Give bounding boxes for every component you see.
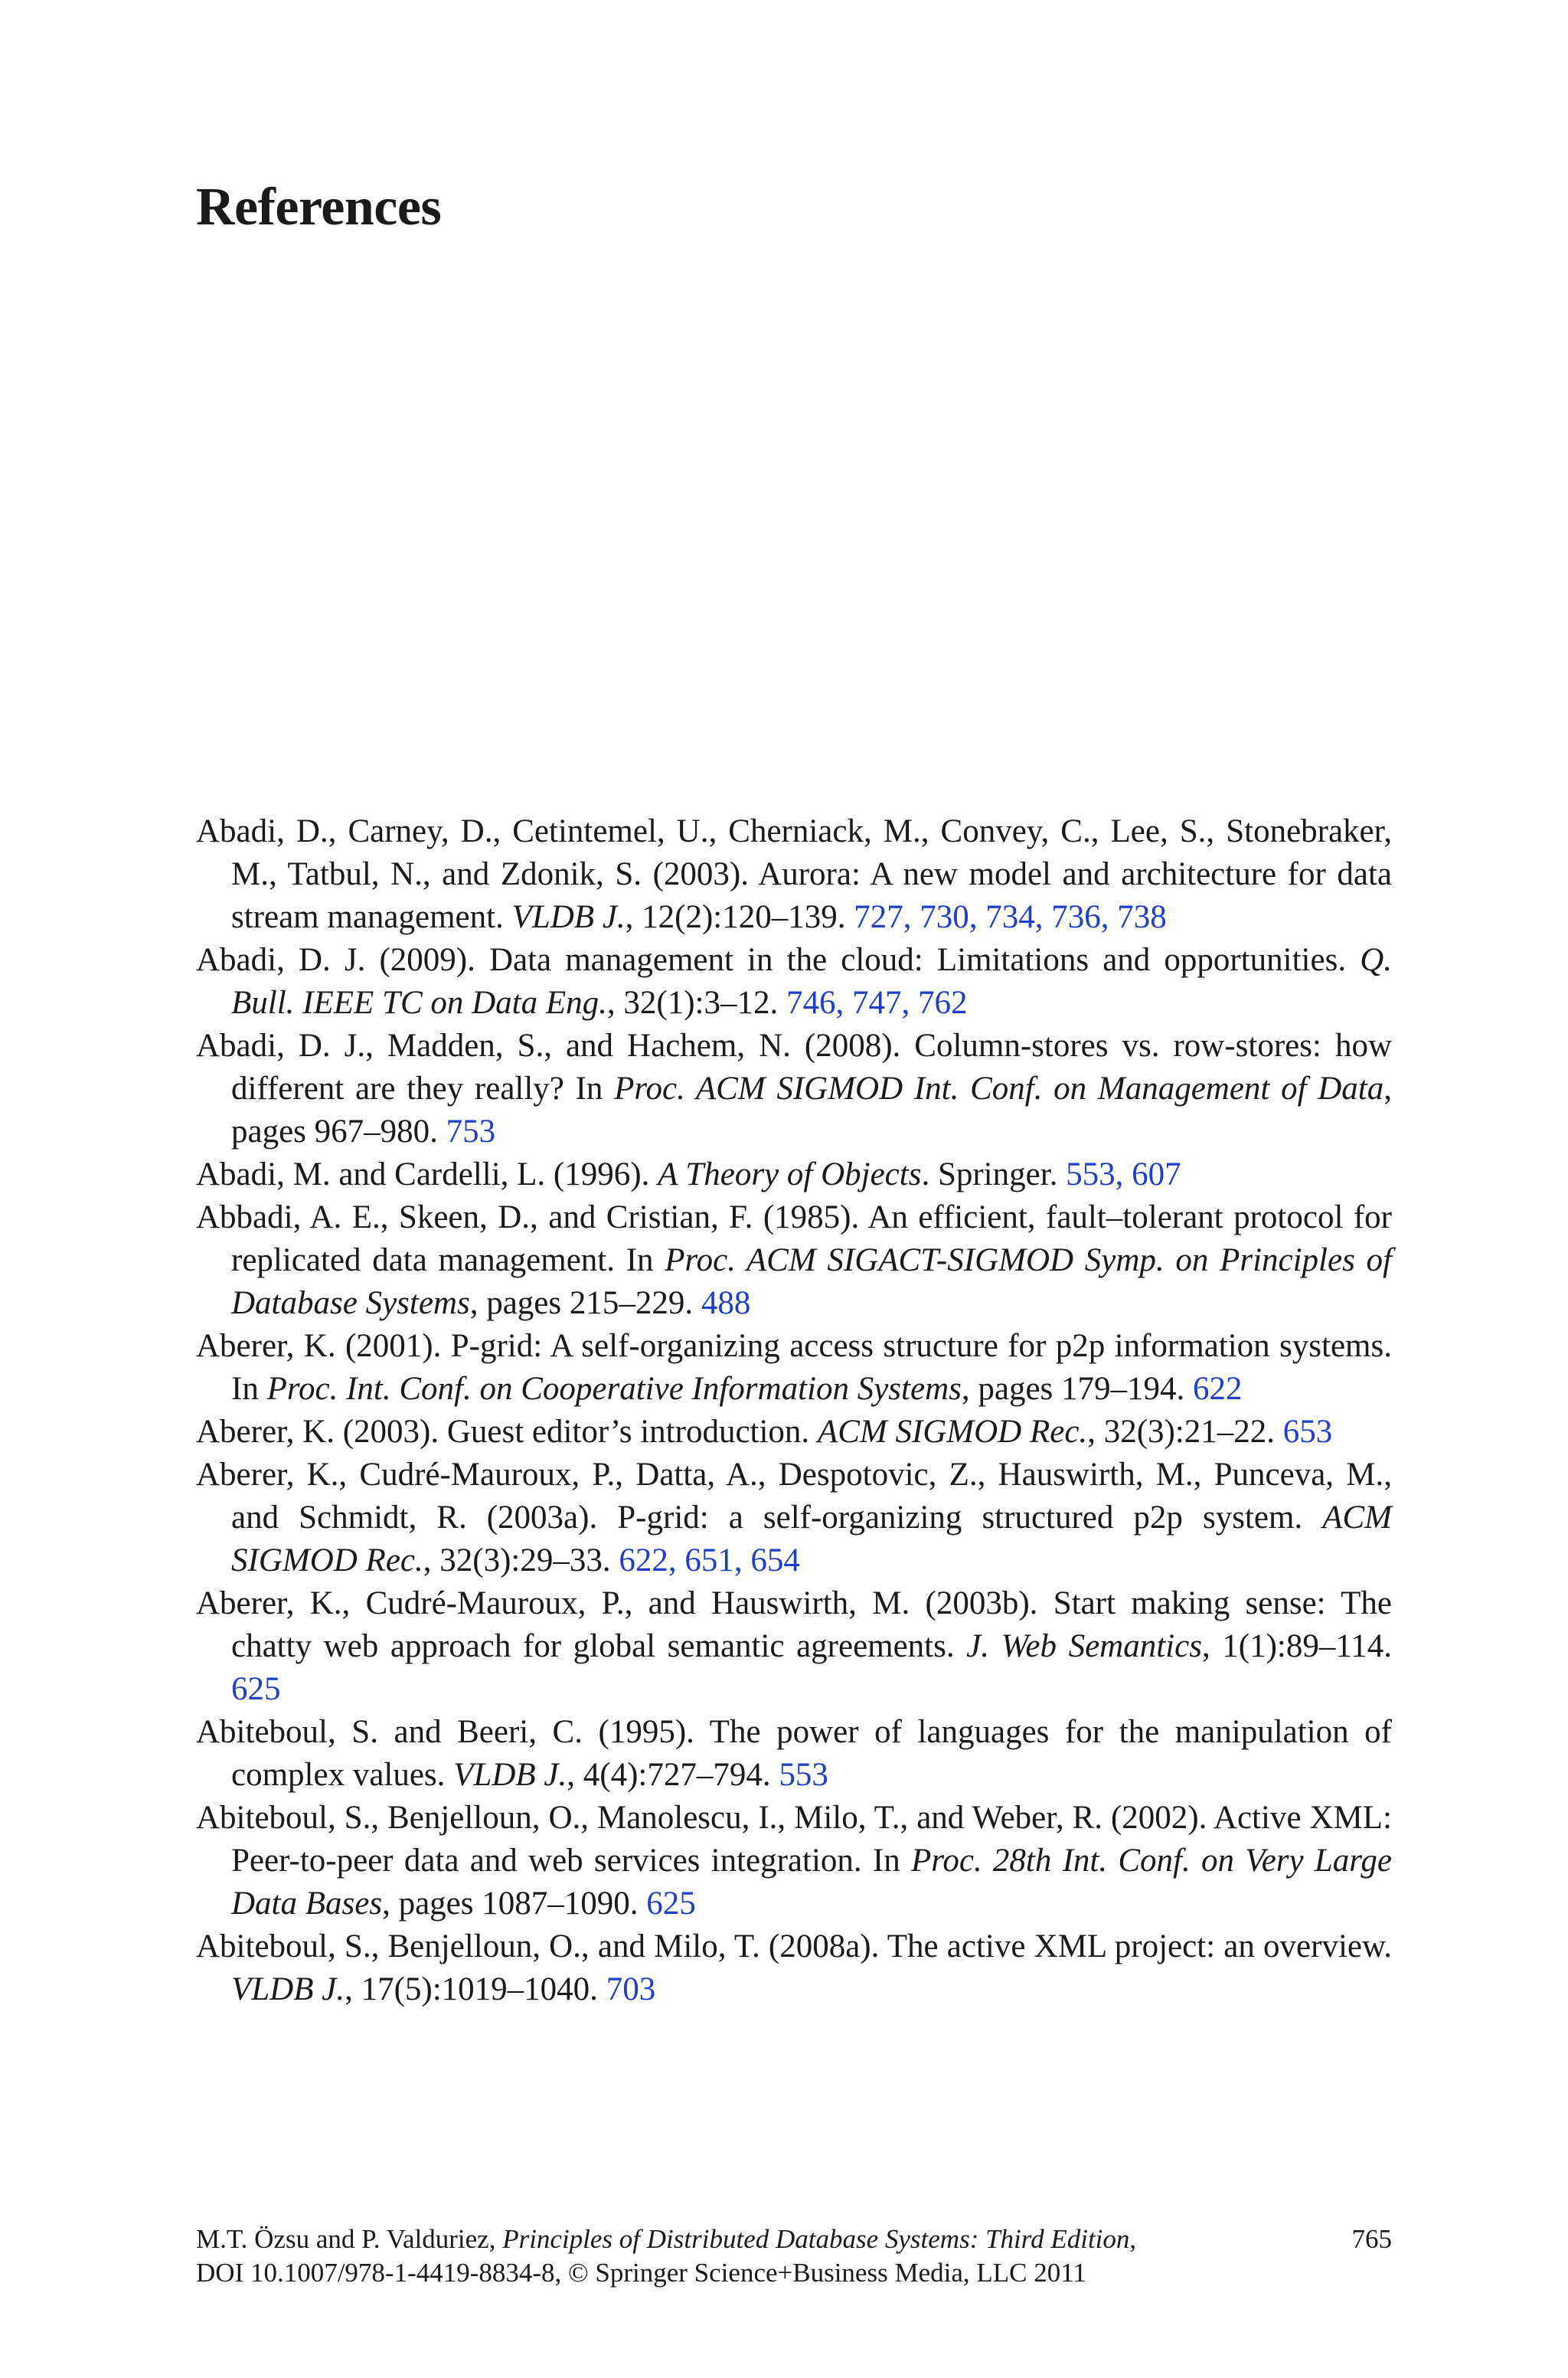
reference-entry	[196, 939, 1392, 1025]
reference-details: , pages 215–229.	[469, 1285, 701, 1321]
page-footer	[196, 2223, 1392, 2290]
reference-venue: Proc. 28th Int. Conf. on Very Large Data Bases	[231, 1843, 1392, 1922]
reference-text: Abadi, D. J. (2009). Data management in the cloud: Limitations and opportunities.	[196, 942, 1361, 978]
page-backlinks[interactable]: 622, 651, 654	[619, 1542, 800, 1578]
reference-text: Abiteboul, S. and Beeri, C. (1995). The power of languages for the manipulation of complex values.	[196, 1714, 1392, 1793]
reference-entry	[196, 1325, 1392, 1411]
page-backlinks[interactable]: 625	[231, 1671, 281, 1707]
reference-venue: Proc. ACM SIGACT-SIGMOD Symp. on Principles of Database Systems	[231, 1242, 1392, 1321]
page-backlinks[interactable]: 703	[606, 1971, 656, 2007]
reference-venue: ACM SIGMOD Rec.	[231, 1500, 1392, 1578]
reference-text: Abadi, D., Carney, D., Cetintemel, U., Cherniack, M., Convey, C., Lee, S., Stonebraker, M., Tatbul, N., and Zdonik, S. (2003). Aurora: A new model and architecture for data stream management.	[196, 813, 1392, 935]
reference-details: , 12(2):120–139.	[625, 899, 854, 935]
reference-text: Abiteboul, S., Benjelloun, O., and Milo, T. (2008a). The active XML project: an overview.	[196, 1928, 1392, 1964]
footer-doi-line: DOI 10.1007/978-1-4419-8834-8, © Springer Science+Business Media, LLC 2011	[196, 2258, 1086, 2288]
reference-entry	[196, 1582, 1392, 1711]
reference-venue: Proc. Int. Conf. on Cooperative Information Systems	[266, 1371, 962, 1407]
page-backlinks[interactable]: 625	[646, 1886, 696, 1922]
reference-entry	[196, 1411, 1392, 1454]
reference-entry	[196, 1153, 1392, 1196]
page-title: References	[196, 178, 442, 237]
page-backlinks[interactable]: 622	[1193, 1371, 1243, 1407]
reference-details: , 32(1):3–12.	[606, 985, 786, 1021]
reference-details: , 4(4):727–794.	[567, 1757, 779, 1793]
reference-text: Abbadi, A. E., Skeen, D., and Cristian, F. (1985). An efficient, fault–tolerant protocol for replicated data management. In	[196, 1199, 1392, 1278]
reference-entry	[196, 1196, 1392, 1325]
reference-details: , pages 967–980.	[231, 1071, 1393, 1150]
page-backlinks[interactable]: 653	[1282, 1414, 1333, 1450]
reference-details: . Springer.	[921, 1156, 1067, 1192]
reference-text: Aberer, K. (2003). Guest editor’s introduction.	[196, 1414, 818, 1450]
reference-entry	[196, 1025, 1392, 1153]
reference-details: , pages 179–194.	[961, 1371, 1194, 1407]
reference-venue: ACM SIGMOD Rec.	[817, 1414, 1088, 1450]
reference-entry	[196, 810, 1392, 939]
footer-title-comma: ,	[1129, 2224, 1137, 2254]
reference-venue: VLDB J.	[453, 1757, 567, 1793]
reference-entry	[196, 1711, 1392, 1797]
reference-venue: J. Web Semantics	[966, 1628, 1202, 1664]
page-backlinks[interactable]: 488	[701, 1285, 751, 1321]
page-number: 765	[1351, 2224, 1392, 2254]
reference-text: Abadi, M. and Cardelli, L. (1996).	[196, 1156, 658, 1192]
reference-venue: Proc. ACM SIGMOD Int. Conf. on Management of Data	[614, 1071, 1384, 1107]
footer-book-title: Principles of Distributed Database Systems: Third Edition	[502, 2224, 1130, 2254]
reference-text: Aberer, K., Cudré-Mauroux, P., and Hauswirth, M. (2003b). Start making sense: The chatty web approach for global semantic agreements.	[196, 1585, 1392, 1664]
page-backlinks[interactable]: 727, 730, 734, 736, 738	[854, 899, 1167, 935]
reference-venue: VLDB J.	[511, 899, 626, 935]
reference-entry	[196, 1925, 1392, 2011]
page-backlinks[interactable]: 753	[446, 1114, 496, 1150]
reference-text: Abiteboul, S., Benjelloun, O., Manolescu, I., Milo, T., and Weber, R. (2002). Active XML: Peer-to-peer data and web services integration. In	[196, 1800, 1392, 1879]
page-backlinks[interactable]: 746, 747, 762	[786, 985, 968, 1021]
reference-list	[196, 810, 1392, 2011]
reference-venue: Q. Bull. IEEE TC on Data Eng.	[231, 942, 1392, 1021]
reference-text: Abadi, D. J., Madden, S., and Hachem, N. (2008). Column-stores vs. row-stores: how different are they really? In	[196, 1028, 1392, 1107]
reference-details: , 1(1):89–114.	[1201, 1628, 1392, 1664]
reference-venue: A Theory of Objects	[658, 1156, 922, 1192]
reference-text: Aberer, K. (2001). P-grid: A self-organizing access structure for p2p information systems. In	[196, 1328, 1392, 1407]
reference-details: , 32(3):21–22.	[1087, 1414, 1283, 1450]
footer-authors: M.T. Özsu and P. Valduriez,	[196, 2224, 503, 2254]
reference-details: , 32(3):29–33.	[423, 1542, 619, 1578]
footer-citation-line	[196, 2223, 1392, 2256]
reference-entry	[196, 1797, 1392, 1925]
reference-venue: VLDB J.	[231, 1971, 345, 2007]
reference-text: Aberer, K., Cudré-Mauroux, P., Datta, A., Despotovic, Z., Hauswirth, M., Punceva, M., and Schmidt, R. (2003a). P-grid: a self-organizing structured p2p system.	[196, 1457, 1392, 1536]
reference-details: , 17(5):1019–1040.	[345, 1971, 606, 2007]
page-backlinks[interactable]: 553, 607	[1066, 1156, 1181, 1192]
page-backlinks[interactable]: 553	[779, 1757, 828, 1793]
reference-entry	[196, 1454, 1392, 1582]
reference-details: , pages 1087–1090.	[382, 1886, 647, 1922]
